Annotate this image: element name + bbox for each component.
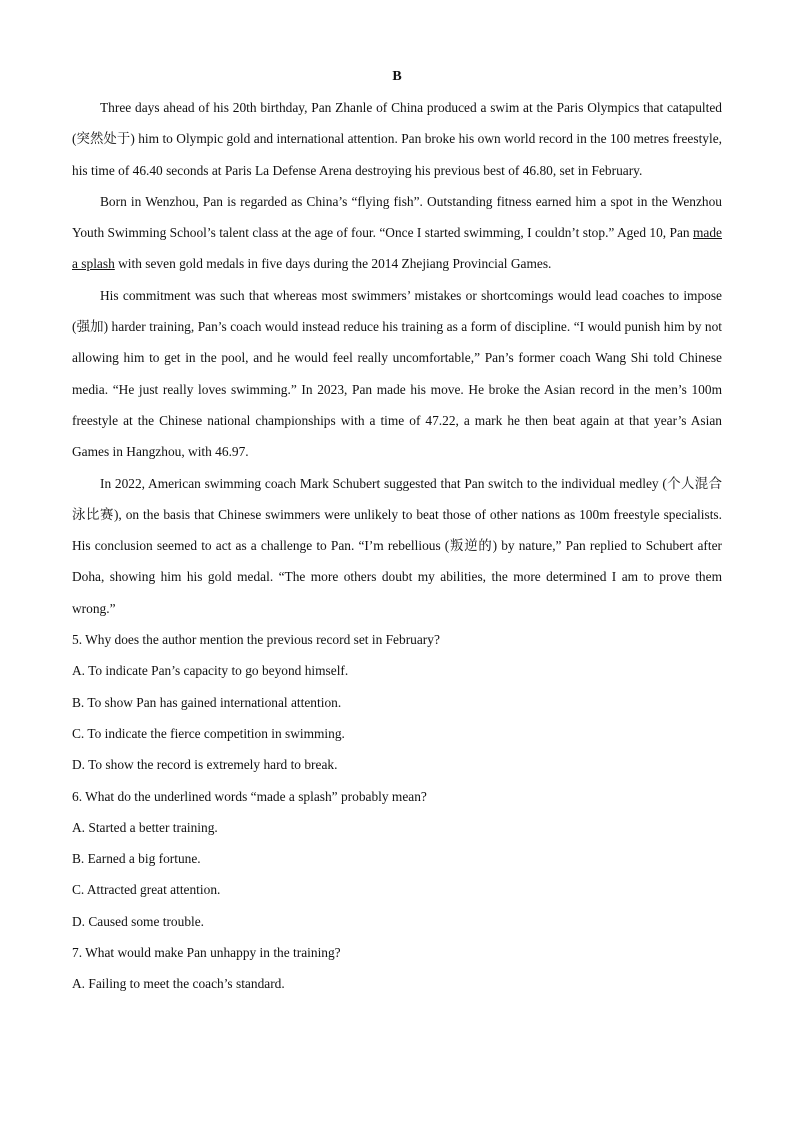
- passage-paragraph-1: Three days ahead of his 20th birthday, Pan Zhanle of China produced a swim at the Paris Olympics that catapulted (突然处于) him to Olympic gold and international attention. Pan broke his own world record in the 100 metres freestyle, his time of 46.40 seconds at Paris La Defense Arena destroying his previous best of 46.80, set in February.: [72, 100, 722, 178]
- document-page: [72, 62, 722, 1000]
- question-5-option-c: C. To indicate the fierce competition in swimming.: [72, 725, 345, 741]
- question-7-stem: 7. What would make Pan unhappy in the training?: [72, 945, 341, 961]
- underlined-phrase: made a splash: [72, 225, 722, 272]
- question-6-option-a: A. Started a better training.: [72, 819, 218, 835]
- question-7-option-a: A. Failing to meet the coach’s standard.: [72, 976, 285, 992]
- question-5-option-d: D. To show the record is extremely hard to break.: [72, 757, 338, 773]
- question-6-option-b: B. Earned a big fortune.: [72, 851, 201, 867]
- question-5-option-b: B. To show Pan has gained international attention.: [72, 694, 342, 710]
- section-title: B: [392, 69, 402, 84]
- question-5-stem: 5. Why does the author mention the previous record set in February?: [72, 632, 440, 648]
- paragraph-2-text-before: Born in Wenzhou, Pan is regarded as China’s “flying fish”. Outstanding fitness earned him a spot in the Wenzhou Youth Swimming School’s talent class at the age of four. “Once I started swimming, I couldn’t stop.” Aged 10, Pan: [72, 193, 722, 241]
- question-6-stem: 6. What do the underlined words “made a splash” probably mean?: [72, 788, 427, 804]
- paragraph-2-text-after: with seven gold medals in five days during the 2014 Zhejiang Provincial Games.: [114, 256, 552, 272]
- question-6-option-c: C. Attracted great attention.: [72, 882, 221, 898]
- passage-paragraph-4: In 2022, American swimming coach Mark Schubert suggested that Pan switch to the individual medley (个人混合泳比赛), on the basis that Chinese swimmers were unlikely to beat those of other nations as 100m freestyle specialists. His conclusion seemed to act as a challenge to Pan. “I’m rebellious (叛逆的) by nature,” Pan replied to Schubert after Doha, showing him his gold medal. “The more others doubt my abilities, the more determined I am to prove them wrong.”: [72, 475, 722, 616]
- passage-paragraph-3: His commitment was such that whereas most swimmers’ mistakes or shortcomings would lead coaches to impose (强加) harder training, Pan’s coach would instead reduce his training as a form of discipline. “I would punish him by not allowing him to get in the pool, and he would feel really uncomfortable,” Pan’s former coach Wang Shi told Chinese media. “He just really loves swimming.” In 2023, Pan made his move. He broke the Asian record in the men’s 100m freestyle at the Chinese national championships with a time of 47.22, a mark he then beat again at that year’s Asian Games in Hangzhou, with 46.97.: [72, 287, 722, 460]
- question-5-option-a: A. To indicate Pan’s capacity to go beyond himself.: [72, 663, 349, 679]
- question-6-option-d: D. Caused some trouble.: [72, 913, 205, 929]
- passage-paragraph-2: [72, 186, 722, 280]
